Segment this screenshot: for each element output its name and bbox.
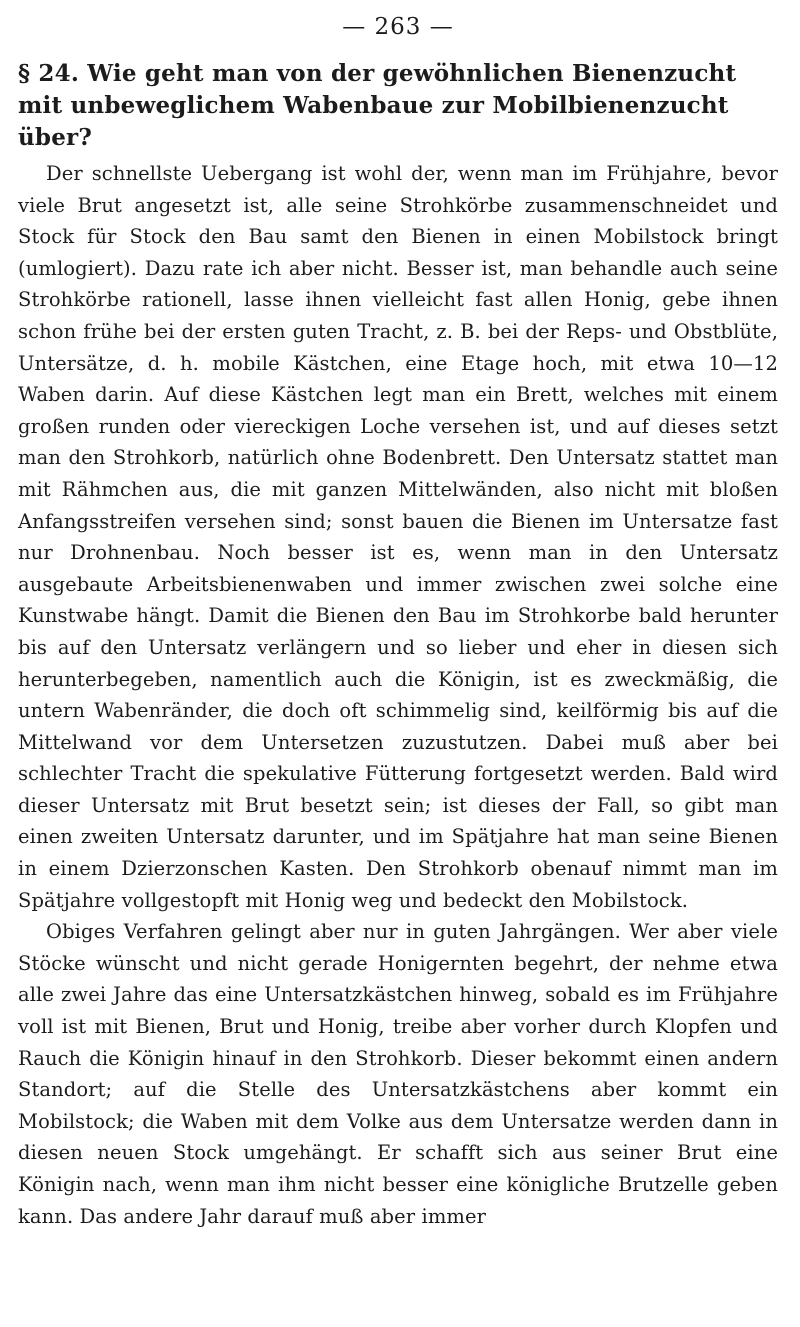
body-text xyxy=(18,158,778,1232)
section-number: § 24. xyxy=(18,60,80,87)
section-heading xyxy=(18,58,778,154)
paragraph-2: Obiges Verfahren gelingt aber nur in guten Jahrgängen. Wer aber viele Stöcke wünscht und nicht gerade Honigernten begehrt, der nehme etwa alle zwei Jahre das eine Untersatzkästchen hinweg, sobald es im Frühjahre voll ist mit Bienen, Brut und Honig, treibe aber vorher durch Klopfen und Rauch die Königin hinauf in den Strohkorb. Dieser bekommt einen andern Standort; auf die Stelle des Untersatzkästchens aber kommt ein Mobilstock; die Waben mit dem Volke aus dem Untersatze werden dann in diesen neuen Stock umgehängt. Er schafft sich aus seiner Brut eine Königin nach, wenn man ihm nicht besser eine königliche Brutzelle geben kann. Das andere Jahr darauf muß aber immer xyxy=(18,920,778,1228)
paragraph-1: Der schnellste Uebergang ist wohl der, wenn man im Frühjahre, bevor viele Brut angesetzt ist, alle seine Strohkörbe zusammenschneidet und Stock für Stock den Bau samt den Bienen in einen Mobilstock bringt (umlogiert). Dazu rate ich aber nicht. Besser ist, man behandle auch seine Strohkörbe rationell, lasse ihnen vielleicht fast allen Honig, gebe ihnen schon frühe bei der ersten guten Tracht, z. B. bei der Reps- und Obstblüte, Untersätze, d. h. mobile Kästchen, eine Etage hoch, mit etwa 10—12 Waben darin. Auf diese Kästchen legt man ein Brett, welches mit einem großen runden oder viereckigen Loche versehen ist, und auf dieses setzt man den Strohkorb, natürlich ohne Bodenbrett. Den Untersatz stattet man mit Rähmchen aus, die mit ganzen Mittelwänden, also nicht mit bloßen Anfangsstreifen versehen sind; sonst bauen die Bienen im Untersatze fast nur Drohnenbau. Noch besser ist es, wenn man in den Untersatz ausgebaute Arbeitsbienenwaben und immer zwischen zwei solche eine Kunstwabe hängt. Damit die Bienen den Bau im Strohkorbe bald herunter bis auf den Untersatz verlängern und so lieber und eher in diesen sich herunterbegeben, namentlich auch die Königin, ist es zweckmäßig, die untern Wabenränder, die doch oft schimmelig sind, keilförmig bis auf die Mittelwand vor dem Untersetzen zuzustutzen. Dabei muß aber bei schlechter Tracht die spekulative Fütterung fortgesetzt werden. Bald wird dieser Untersatz mit Brut besetzt sein; ist dieses der Fall, so gibt man einen zweiten Untersatz darunter, und im Spätjahre hat man seine Bienen in einem Dzierzonschen Kasten. Den Strohkorb obenauf nimmt man im Spätjahre vollgestopft mit Honig weg und bedeckt den Mobilstock. xyxy=(18,162,778,912)
section-title: Wie geht man von der gewöhnlichen Bienenzucht mit unbeweglichem Wabenbaue zur Mobilbienenzucht über? xyxy=(18,60,737,151)
page-number: — 263 — xyxy=(342,14,454,40)
